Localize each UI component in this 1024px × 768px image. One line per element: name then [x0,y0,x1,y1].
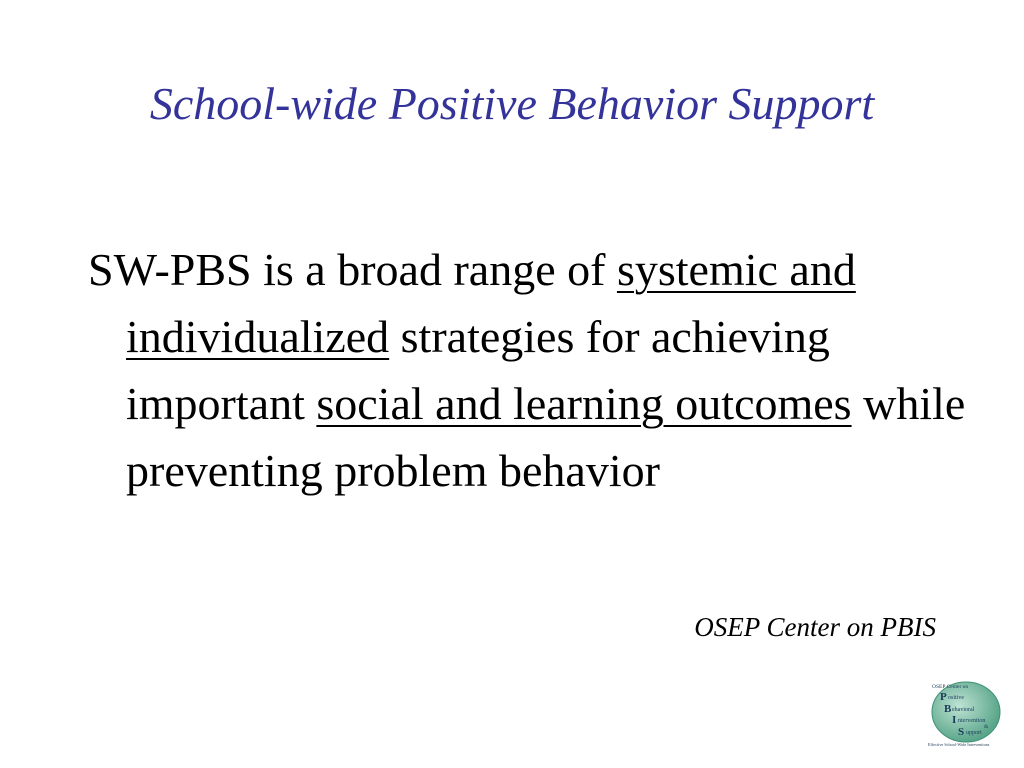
pbis-logo-icon [926,678,1012,748]
logo-letter-b: B [944,703,952,715]
logo-word-positive: ositive [948,695,964,701]
body-text-underlined-outcomes: social and learning outcomes [316,378,852,429]
body-text-part-5: while preventing problem behavior [126,378,966,496]
source-attribution: OSEP Center on PBIS [694,612,936,642]
slide-body-text [88,236,996,504]
logo-bottom-text: Effective School-Wide Interventions [928,742,990,747]
logo-top-text: OSEP Center on [932,684,969,690]
logo-word-support: upport [966,730,982,736]
body-text-underlined-systemic: systemic and individualized [126,244,856,362]
body-text-part-1: SW-PBS is a broad range of [88,244,617,295]
slide-title: School-wide Positive Behavior Support [149,78,875,129]
logo-word-intervention: ntervention [958,718,986,724]
logo-letter-i: I [952,714,957,726]
logo-letter-p: P [940,691,947,703]
logo-word-behavioral: ehavioral [952,707,975,713]
body-text-part-3: strategies for achieving important [126,311,830,429]
logo-ampersand: & [984,724,989,730]
logo-letter-s: S [958,726,965,738]
